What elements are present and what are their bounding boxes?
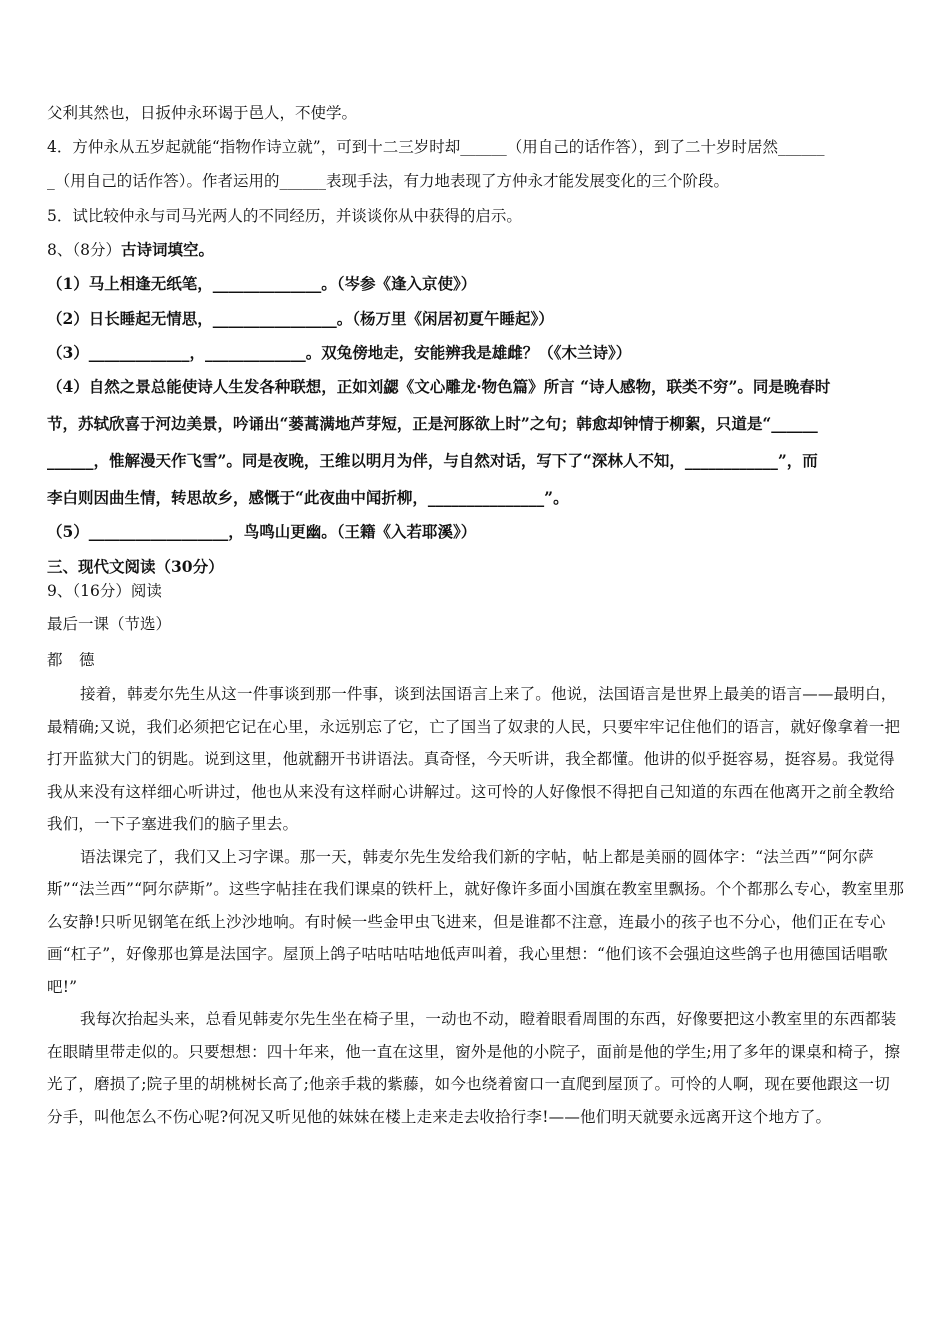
question-8-item-1: （1）马上相逢无纸笔，______________。（岑参《逢入京使》） [47, 274, 477, 293]
question-8-item-4-line-2: 节，苏轼欣喜于河边美景，吟诵出“蒌蒿满地芦芽短，正是河豚欲上时”之句；韩愈却钟情于柳絮，只道是“______ [47, 414, 818, 433]
question-8-item-3: （3）_____________，_____________。双兔傍地走，安能辨我是雄雌？（《木兰诗》） [47, 343, 632, 362]
question-8-item-4-line-3: ______，惟解漫天作飞雪”。同是夜晚，王维以明月为伴，与自然对话，写下了“深林人不知，____________”，而 [47, 451, 818, 470]
author-char-2: 德 [79, 651, 95, 669]
article-paragraph-2: 语法课完了，我们又上习字课。那一天，韩麦尔先生发给我们新的字帖，帖上都是美丽的圆体字：“法兰西”“阿尔萨斯”“法兰西”“阿尔萨斯”。这些字帖挂在我们课桌的铁杆上，就好像许多面小国旗在教室里飘扬。个个都那么专心，教室里那么安静!只听见钢笔在纸上沙沙地响。有时候一些金甲虫飞进来，但是谁都不注意，连最小的孩子也不分心，他们正在专心画“杠子”，好像那也算是法国字。屋顶上鸽子咕咕咕咕地低声叫着，我心里想：“他们该不会强迫这些鸽子也用德国话唱歌吧!” [47, 847, 905, 996]
question-8-item-4-line-1: （4）自然之景总能使诗人生发各种联想，正如刘勰《文心雕龙·物色篇》所言 “诗人感物，联类不穷”。同是晚春时 [47, 377, 831, 396]
question-4-line-1: 4．方仲永从五岁起就能“指物作诗立就”，可到十二三岁时却______（用自己的话作答），到了二十岁时居然______ [47, 138, 825, 156]
question-8-heading [47, 240, 907, 260]
question-9-heading: 9、（16分）阅读 [47, 582, 162, 600]
article-paragraph-3: 我每次抬起头来，总看见韩麦尔先生坐在椅子里，一动也不动，瞪着眼看周围的东西，好像要把这小教室里的东西都装在眼睛里带走似的。只要想想：四十年来，他一直在这里，窗外是他的小院子，面前是他的学生;用了多年的课桌和椅子，擦光了，磨损了;院子里的胡桃树长高了;他亲手栽的紫藤，如今也绕着窗口一直爬到屋顶了。可怜的人啊，现在要他跟这一切分手，叫他怎么不伤心呢?何况又听见他的妹妹在楼上走来走去收拾行李!——他们明天就要永远离开这个地方了。 [47, 1010, 901, 1126]
question-5: 5．试比较仲永与司马光两人的不同经历，并谈谈你从中获得的启示。 [47, 207, 522, 225]
question-8-item-4-line-4: 李白则因曲生情，转思故乡，感慨于“此夜曲中闻折柳，_______________”。 [47, 488, 569, 507]
question-8-number: 8、（8分） [47, 241, 121, 259]
question-8-title: 古诗词填空。 [120, 240, 214, 259]
question-4-line-2: _（用自己的话作答）。作者运用的______表现手法，有力地表现了方仲永才能发展变化的三个阶段。 [47, 172, 730, 190]
question-8-item-2: （2）日长睡起无情思，________________。（杨万里《闲居初夏午睡起》） [47, 309, 554, 328]
article-title: 最后一课（节选） [47, 615, 172, 633]
author-char-1: 都 [47, 651, 63, 669]
question-8-item-5: （5）__________________，鸟鸣山更幽。（王籍《入若耶溪》） [47, 522, 477, 541]
section-3-heading: 三、现代文阅读（30分） [47, 557, 224, 576]
article-author [47, 650, 907, 670]
article-paragraph-1: 接着，韩麦尔先生从这一件事谈到那一件事，谈到法国语言上来了。他说，法国语言是世界上最美的语言——最明白，最精确;又说，我们必须把它记在心里，永远别忘了它，亡了国当了奴隶的人民，只要牢牢记住他们的语言，就好像拿着一把打开监狱大门的钥匙。说到这里，他就翻开书讲语法。真奇怪，今天听讲，我全都懂。他讲的似乎挺容易，挺容易。我觉得我从来没有这样细心听讲过，他也从来没有这样耐心讲解过。这可怜的人好像恨不得把自己知道的东西在他离开之前全教给我们，一下子塞进我们的脑子里去。 [47, 685, 901, 833]
passage-tail-line: 父利其然也，日扳仲永环谒于邑人，不使学。 [47, 104, 358, 122]
article-body [47, 678, 905, 1133]
